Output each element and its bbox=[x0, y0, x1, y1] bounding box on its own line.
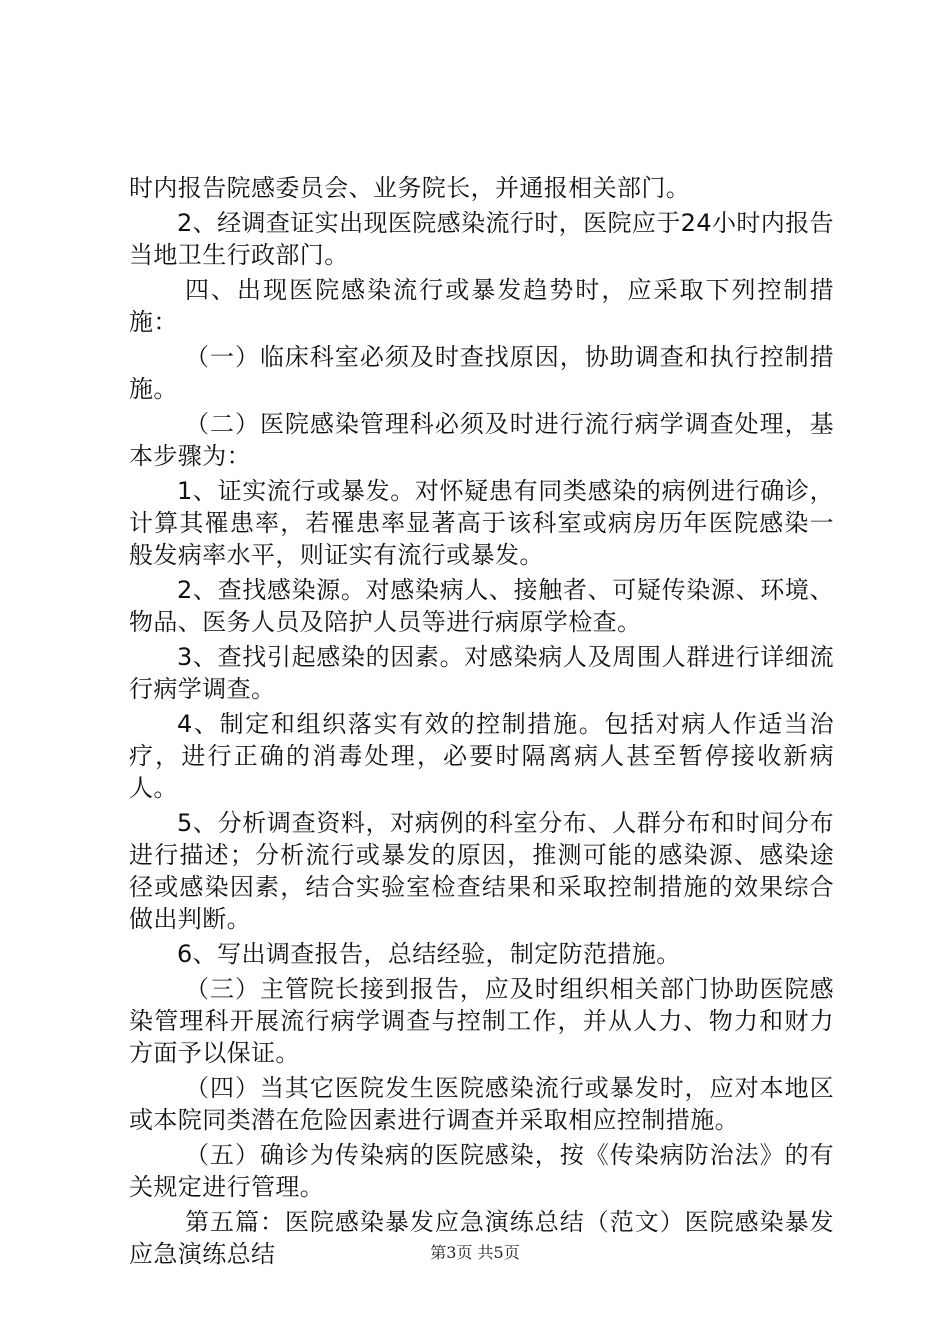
paragraph: （五）确诊为传染病的医院感染，按《传染病防治法》的有关规定进行管理。 bbox=[129, 1141, 834, 1201]
paragraph: 5、分析调查资料，对病例的科室分布、人群分布和时间分布进行描述；分析流行或暴发的原因，推测可能的感染源、感染途径或感染因素，结合实验室检查结果和采取控制措施的效果综合做出判断。 bbox=[129, 809, 834, 933]
page-number-footer: 第3页 共5页 bbox=[430, 1243, 520, 1262]
document-body bbox=[129, 172, 834, 1273]
paragraph: （一）临床科室必须及时查找原因，协助调查和执行控制措施。 bbox=[129, 343, 834, 403]
paragraph: （二）医院感染管理科必须及时进行流行病学调查处理，基本步骤为： bbox=[129, 410, 834, 470]
chapter-heading: 第五篇：医院感染暴发应急演练总结（范文）医院感染暴发应急演练总结 bbox=[129, 1208, 834, 1268]
paragraph: 1、证实流行或暴发。对怀疑患有同类感染的病例进行确诊，计算其罹患率，若罹患率显著高于该科室或病房历年医院感染一般发病率水平，则证实有流行或暴发。 bbox=[129, 477, 834, 569]
paragraph: 2、经调查证实出现医院感染流行时，医院应于24小时内报告当地卫生行政部门。 bbox=[129, 209, 835, 269]
paragraph: 2、查找感染源。对感染病人、接触者、可疑传染源、环境、物品、医务人员及陪护人员等进行病原学检查。 bbox=[129, 576, 834, 636]
paragraph: 时内报告院感委员会、业务院长，并通报相关部门。 bbox=[129, 174, 691, 202]
section-heading: 四、出现医院感染流行或暴发趋势时，应采取下列控制措施： bbox=[129, 276, 834, 336]
paragraph: 3、查找引起感染的因素。对感染病人及周围人群进行详细流行病学调查。 bbox=[129, 643, 834, 703]
paragraph: 4、制定和组织落实有效的控制措施。包括对病人作适当治疗，进行正确的消毒处理，必要时隔离病人甚至暂停接收新病人。 bbox=[129, 710, 834, 802]
paragraph: 6、写出调查报告，总结经验，制定防范措施。 bbox=[177, 940, 681, 968]
paragraph: （三）主管院长接到报告，应及时组织相关部门协助医院感染管理科开展流行病学调查与控制工作，并从人力、物力和财力方面予以保证。 bbox=[129, 975, 834, 1067]
paragraph: （四）当其它医院发生医院感染流行或暴发时，应对本地区或本院同类潜在危险因素进行调查并采取相应控制措施。 bbox=[129, 1074, 834, 1134]
